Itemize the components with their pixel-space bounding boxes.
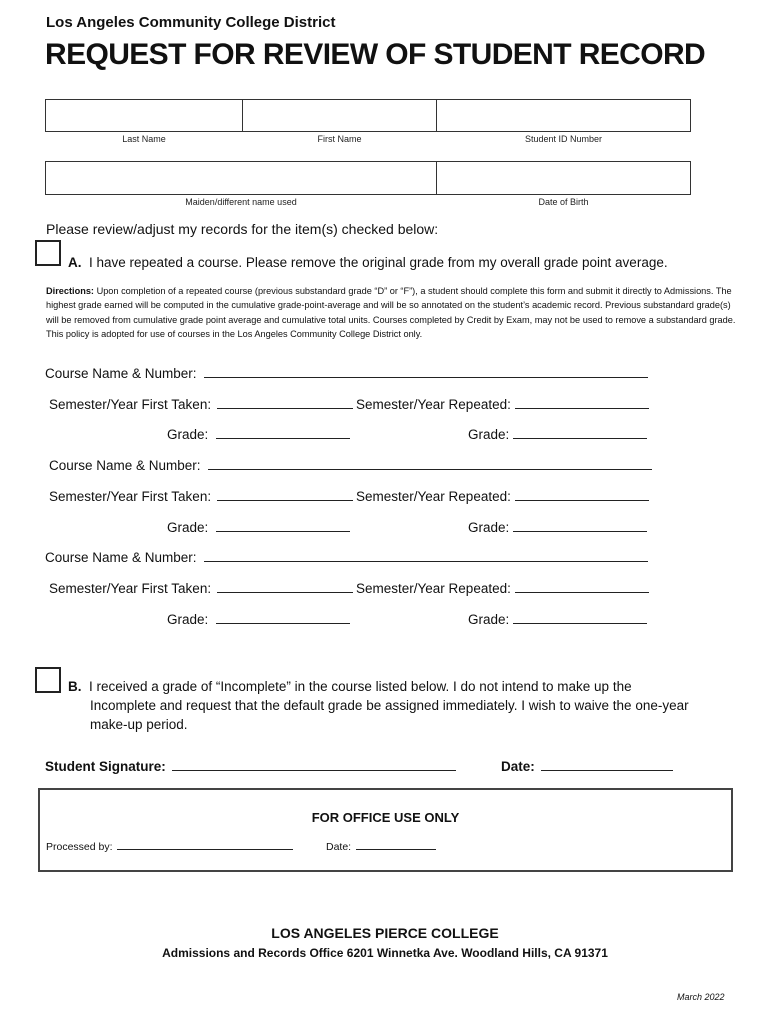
college-name: LOS ANGELES PIERCE COLLEGE	[271, 925, 499, 941]
grade-input-3a[interactable]	[216, 609, 350, 624]
option-a	[68, 253, 748, 272]
first-name-label: First Name	[317, 134, 362, 144]
district-name: Los Angeles Community College District	[46, 14, 336, 31]
first-taken-row-2	[49, 486, 353, 504]
first-taken-input-3[interactable]	[217, 578, 353, 593]
option-b-line2: Incomplete and request that the default grade be assigned immediately. I wish to waive the one-year	[90, 698, 689, 713]
office-use-box	[38, 788, 733, 872]
office-date-input[interactable]	[356, 839, 436, 850]
repeated-input-3[interactable]	[515, 578, 649, 593]
intro-text: Please review/adjust my records for the item(s) checked below:	[46, 221, 439, 237]
course-input-3[interactable]	[204, 547, 648, 562]
repeated-label: Semester/Year Repeated:	[356, 397, 511, 412]
last-name-label: Last Name	[122, 134, 166, 144]
option-a-checkbox[interactable]	[35, 240, 61, 266]
course-label: Course Name & Number:	[45, 366, 197, 381]
office-use-title: FOR OFFICE USE ONLY	[311, 810, 460, 825]
course-row-1	[45, 363, 648, 381]
student-signature-input[interactable]	[172, 756, 456, 771]
college-address: Admissions and Records Office 6201 Winnetka Ave. Woodland Hills, CA 91371	[162, 946, 608, 960]
student-id-field[interactable]	[436, 99, 691, 132]
grade-row-1b	[468, 424, 647, 442]
option-b	[68, 677, 748, 734]
maiden-name-field[interactable]	[45, 161, 437, 195]
grade-row-1a	[167, 424, 350, 442]
signature-date-label: Date:	[501, 759, 535, 774]
course-input-1[interactable]	[204, 363, 648, 378]
dob-field[interactable]	[436, 161, 691, 195]
course-row-2	[49, 455, 652, 473]
grade-label: Grade:	[468, 427, 510, 442]
option-a-letter: A.	[68, 255, 82, 270]
option-b-line1: I received a grade of “Incomplete” in the course listed below. I do not intend to make up the	[89, 679, 632, 694]
repeated-row-3	[356, 578, 649, 596]
grade-label: Grade:	[167, 427, 209, 442]
first-name-field[interactable]	[242, 99, 437, 132]
signature-date-row	[501, 756, 673, 774]
student-id-label: Student ID Number	[524, 134, 603, 144]
first-taken-label: Semester/Year First Taken:	[49, 397, 212, 412]
option-a-text: I have repeated a course. Please remove the original grade from my overall grade point average.	[89, 255, 668, 270]
repeated-input-2[interactable]	[515, 486, 649, 501]
grade-row-3b	[468, 609, 647, 627]
grade-input-2a[interactable]	[216, 517, 350, 532]
directions	[46, 284, 736, 341]
directions-text: Upon completion of a repeated course (previous substandard grade “D” or “F”), a student should complete this form and submit it directly to Admissions. The highest grade earned will be computed in the cumulative grade-point-average and will be so annotated on the student’s academic record. Previous substandard grade(s) will be removed from cumulative grade point average and cumulative total units. Courses completed by Credit by Exam, may not be used to remove a substandard grade. This policy is adopted for use of courses in the Los Angeles Community College District only.	[46, 286, 736, 339]
grade-input-2b[interactable]	[513, 517, 647, 532]
option-b-checkbox[interactable]	[35, 667, 61, 693]
processed-by-input[interactable]	[117, 839, 293, 850]
directions-label: Directions:	[46, 286, 94, 296]
student-signature-label: Student Signature:	[45, 759, 166, 774]
repeated-row-2	[356, 486, 649, 504]
first-taken-label: Semester/Year First Taken:	[49, 489, 212, 504]
signature-row	[45, 756, 456, 774]
processed-by-label: Processed by:	[46, 841, 113, 853]
office-date-row	[326, 839, 436, 853]
option-b-line3: make-up period.	[90, 717, 188, 732]
grade-label: Grade:	[167, 520, 209, 535]
first-taken-row-1	[49, 394, 353, 412]
grade-label: Grade:	[468, 520, 510, 535]
repeated-label: Semester/Year Repeated:	[356, 581, 511, 596]
repeated-row-1	[356, 394, 649, 412]
first-taken-input-1[interactable]	[217, 394, 353, 409]
course-label: Course Name & Number:	[45, 550, 197, 565]
first-taken-label: Semester/Year First Taken:	[49, 581, 212, 596]
dob-label: Date of Birth	[538, 197, 589, 207]
first-taken-input-2[interactable]	[217, 486, 353, 501]
revision-date: March 2022	[677, 992, 725, 1002]
grade-label: Grade:	[167, 612, 209, 627]
maiden-name-label: Maiden/different name used	[185, 197, 297, 207]
grade-row-2b	[468, 517, 647, 535]
grade-input-1b[interactable]	[513, 424, 647, 439]
course-input-2[interactable]	[208, 455, 652, 470]
option-b-letter: B.	[68, 679, 82, 694]
repeated-label: Semester/Year Repeated:	[356, 489, 511, 504]
form-title: REQUEST FOR REVIEW OF STUDENT RECORD	[45, 38, 706, 71]
course-label: Course Name & Number:	[49, 458, 201, 473]
last-name-field[interactable]	[45, 99, 243, 132]
office-date-label: Date:	[326, 841, 352, 853]
repeated-input-1[interactable]	[515, 394, 649, 409]
grade-row-2a	[167, 517, 350, 535]
first-taken-row-3	[49, 578, 353, 596]
grade-row-3a	[167, 609, 350, 627]
grade-input-3b[interactable]	[513, 609, 647, 624]
grade-input-1a[interactable]	[216, 424, 350, 439]
grade-label: Grade:	[468, 612, 510, 627]
course-row-3	[45, 547, 648, 565]
processed-by-row	[46, 839, 293, 853]
signature-date-input[interactable]	[541, 756, 673, 771]
